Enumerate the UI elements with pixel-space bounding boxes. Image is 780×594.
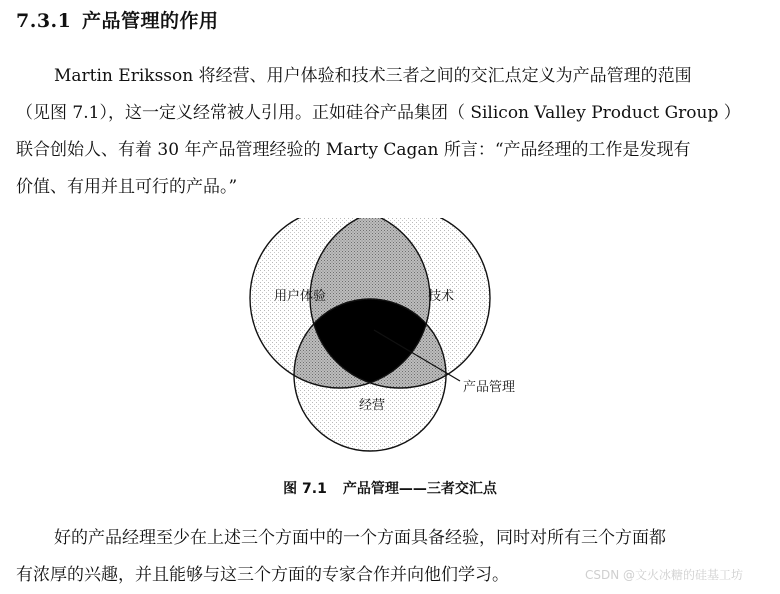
label-ux: 用户体验 (273, 289, 327, 304)
paragraph-1-line-1: Martin Eriksson 将经营、用户体验和技术三者之间的交汇点定义为产品管理的范围 (54, 66, 692, 86)
venn-diagram-figure (240, 218, 540, 470)
figure-caption (0, 478, 780, 498)
section-title: 产品管理的作用 (82, 10, 219, 32)
paragraph-1-line-2: （见图 7.1），这一定义经常被人引用。正如硅谷产品集团（ Silicon Valley Product Group ） (16, 103, 741, 123)
paragraph-1-line-3: 联合创始人、有着 30 年产品管理经验的 Marty Cagan 所言：“产品经理的工作是发现有 (16, 140, 691, 160)
section-heading (16, 6, 219, 33)
figure-caption-number: 图 7.1 (283, 481, 327, 497)
label-tech: 技术 (427, 289, 455, 304)
watermark: CSDN @文火冰糖的硅基工坊 (585, 568, 744, 582)
label-pm: 产品管理 (463, 380, 516, 395)
venn-diagram (240, 218, 540, 470)
paragraph-1 (16, 58, 766, 206)
paragraph-1-line-4: 价值、有用并且可行的产品。” (16, 177, 238, 197)
figure-caption-title: 产品管理——三者交汇点 (342, 481, 497, 497)
section-number: 7.3.1 (16, 10, 72, 32)
paragraph-2-line-2: 有浓厚的兴趣，并且能够与这三个方面的专家合作并向他们学习。 (16, 565, 509, 585)
paragraph-2-line-1: 好的产品经理至少在上述三个方面中的一个方面具备经验，同时对所有三个方面都 (54, 528, 666, 548)
label-business: 经营 (358, 398, 386, 413)
